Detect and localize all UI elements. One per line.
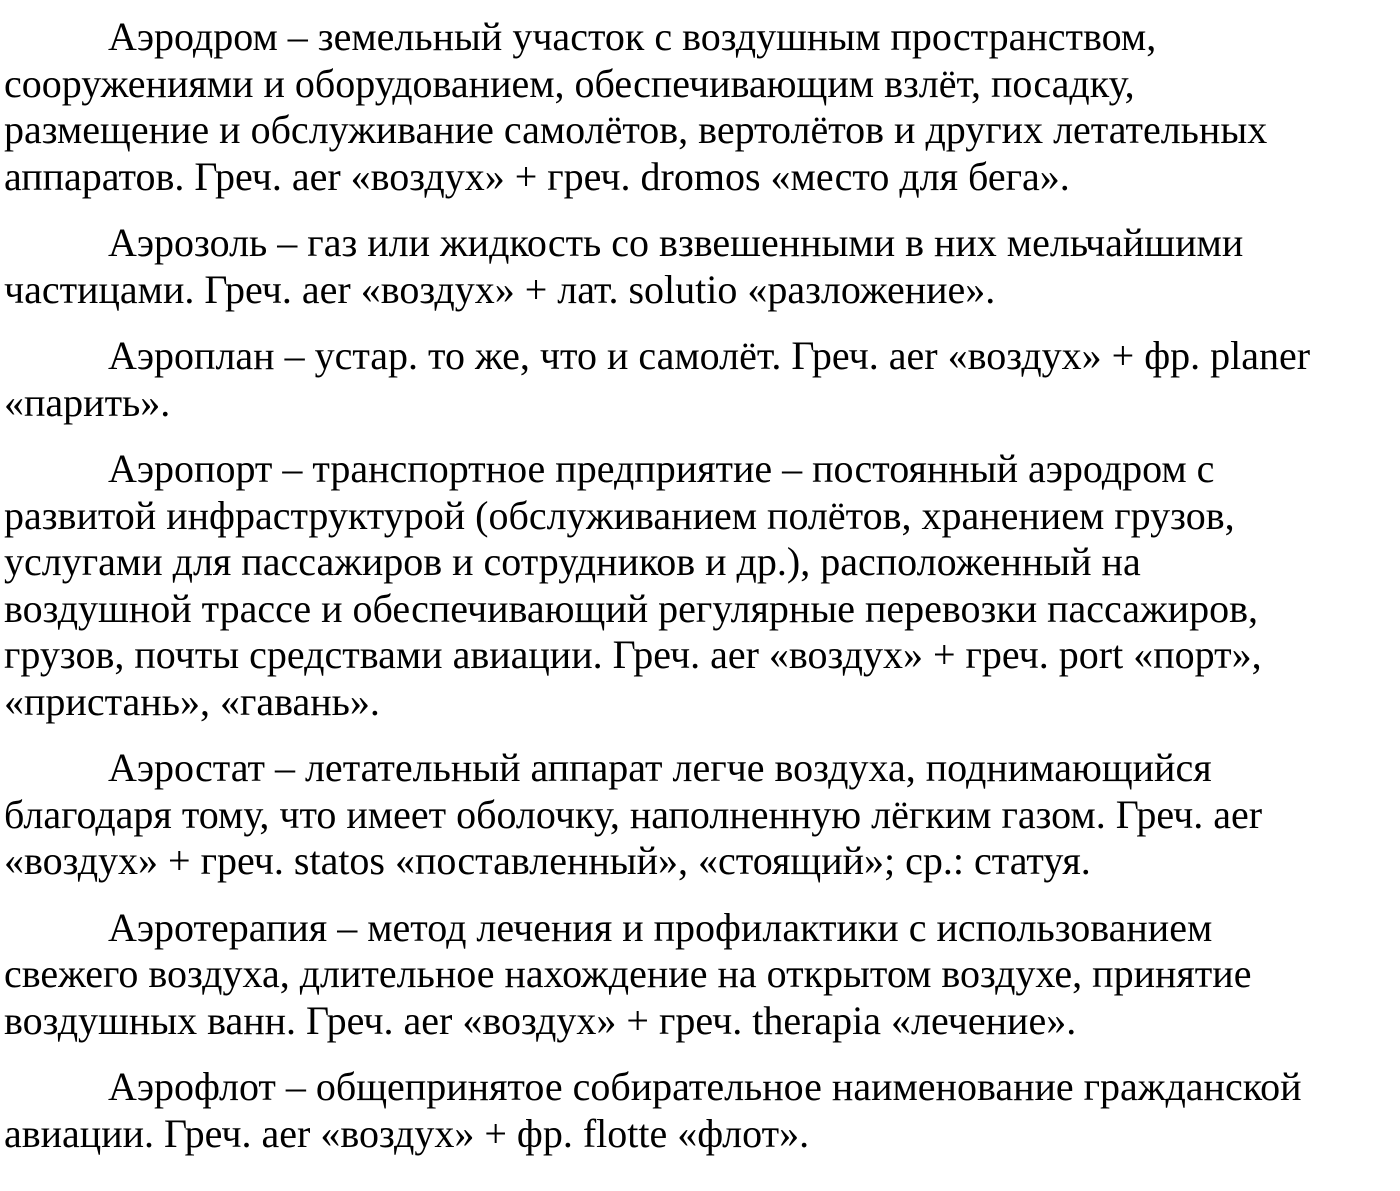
entry-line: размещение и обслуживание самолётов, вертолётов и других летательных [4,107,1268,152]
entry-line: сооружениями и оборудованием, обеспечивающим взлёт, посадку, [4,60,1135,106]
entry-line: свежего воздуха, длительное нахождение на открытом воздухе, принятие [4,951,1252,996]
entry-line: развитой инфраструктурой (обслуживанием полётов, хранением грузов, [4,492,1235,538]
entry-line: Аэродром – земельный участок с воздушным пространством, [108,14,1157,59]
entry-line: Аэрозоль – газ или жидкость со взвешенными в них мельчайшими [108,220,1244,265]
entry-line: «парить». [4,379,171,425]
entry-line: Аэроплан – устар. то же, что и самолёт. Греч. aer «воздух» + фр. planer [108,333,1311,378]
entry-line: грузов, почты средствами авиации. Греч. aer «воздух» + греч. port «порт», [4,632,1262,677]
entry-line: Аэропорт – транспортное предприятие – постоянный аэродром с [108,446,1215,491]
entry-line: аппаратов. Греч. aer «воздух» + греч. dromos «место для бега». [4,153,1070,199]
entry-line: Аэротерапия – метод лечения и профилактики с использованием [108,904,1213,950]
dictionary-entry [4,446,1392,725]
entry-line: «воздух» + греч. statos «поставленный», «стоящий»; ср.: статуя. [4,838,1091,883]
entry-line: авиации. Греч. aer «воздух» + фр. flotte «флот». [4,1110,810,1156]
dictionary-entry [4,220,1392,313]
dictionary-entry [4,14,1392,200]
entry-line: воздушной трассе и обеспечивающий регулярные перевозки пассажиров, [4,585,1258,631]
dictionary-entry [4,333,1392,426]
dictionary-entry [4,1064,1392,1157]
entry-line: Аэростат – летательный аппарат легче воздуха, поднимающийся [108,745,1212,790]
dictionary-entry [4,905,1392,1045]
entry-line: частицами. Греч. aer «воздух» + лат. solutio «разложение». [4,266,996,312]
entry-line: воздушных ванн. Греч. aer «воздух» + греч. therapia «лечение». [4,997,1077,1043]
entry-line: Аэрофлот – общепринятое собирательное наименование гражданской [108,1064,1302,1109]
dictionary-entry [4,745,1392,885]
entry-line: «пристань», «гавань». [4,678,380,724]
entry-line: благодаря тому, что имеет оболочку, наполненную лёгким газом. Греч. aer [4,791,1263,837]
entry-line: услугами для пассажиров и сотрудников и др.), расположенный на [4,539,1141,584]
